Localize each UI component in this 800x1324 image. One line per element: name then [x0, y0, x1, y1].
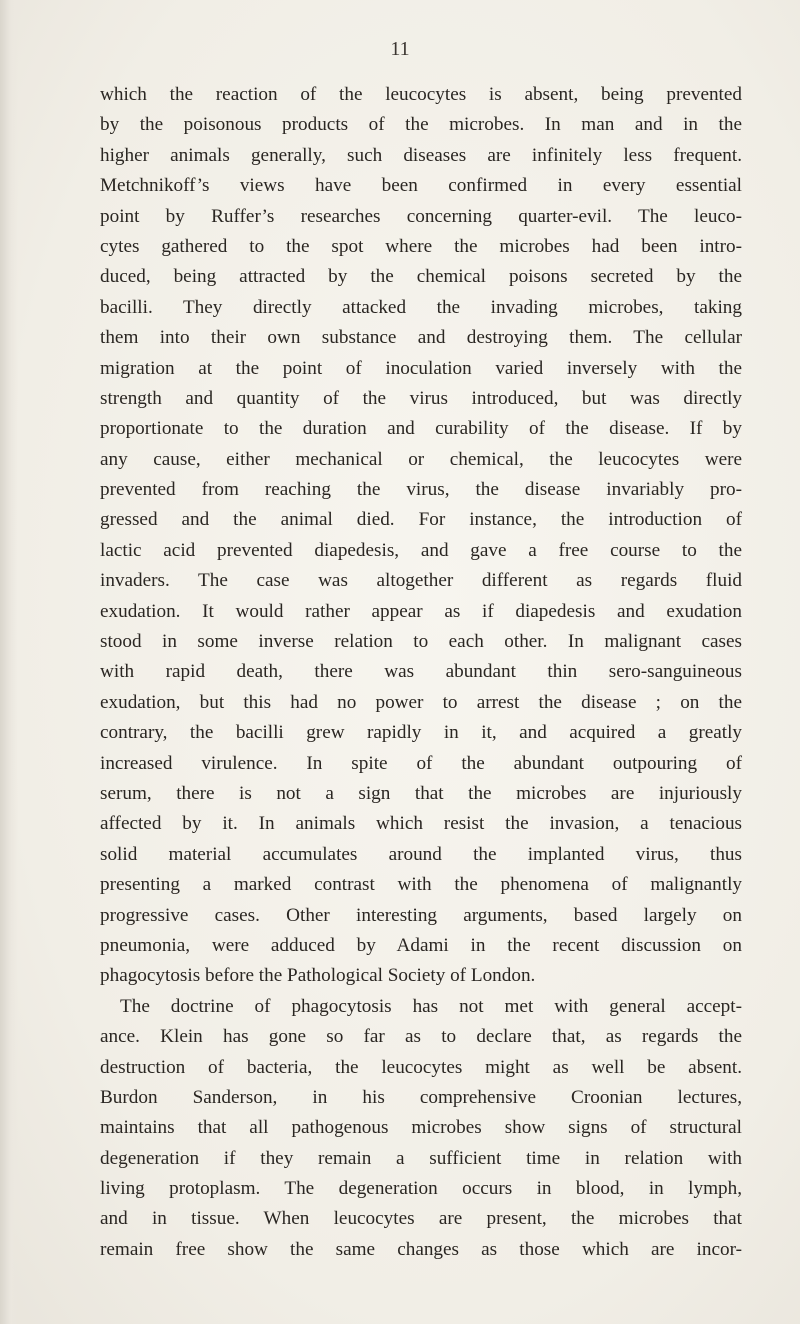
text-line: degeneration if they remain a sufficient time in relation with [100, 1147, 742, 1169]
paragraph [100, 992, 742, 1266]
text-line: serum, there is not a sign that the microbes are injuriously [100, 782, 742, 804]
text-line: solid material accumulates around the implanted virus, thus [100, 843, 742, 865]
text-line: duced, being attracted by the chemical poisons secreted by the [100, 266, 742, 288]
text-line: affected by it. In animals which resist the invasion, a tenacious [100, 813, 742, 835]
text-line: them into their own substance and destroying them. The cellular [100, 327, 742, 349]
text-line: any cause, either mechanical or chemical, the leucocytes were [100, 448, 742, 470]
text-line: by the poisonous products of the microbes. In man and in the [100, 114, 742, 136]
text-line: exudation, but this had no power to arrest the disease ; on the [100, 691, 742, 713]
text-line: lactic acid prevented diapedesis, and gave a free course to the [100, 539, 742, 561]
text-line: cytes gathered to the spot where the microbes had been intro- [100, 235, 742, 257]
text-line: phagocytosis before the Pathological Society of London. [100, 965, 536, 987]
page-number: 11 [390, 38, 410, 60]
text-line: maintains that all pathogenous microbes show signs of structural [100, 1117, 742, 1139]
text-line: exudation. It would rather appear as if diapedesis and exudation [100, 600, 742, 622]
paragraph [100, 80, 742, 992]
text-line: which the reaction of the leucocytes is absent, being prevented [100, 84, 742, 105]
text-line: increased virulence. In spite of the abundant outpouring of [100, 752, 742, 774]
text-line: gressed and the animal died. For instance, the introduction of [100, 509, 742, 531]
text-line: progressive cases. Other interesting arguments, based largely on [100, 904, 742, 926]
text-line: prevented from reaching the virus, the disease invariably pro- [100, 479, 742, 501]
text-line: ance. Klein has gone so far as to declare that, as regards the [100, 1026, 742, 1048]
text-line: strength and quantity of the virus introduced, but was directly [100, 387, 742, 409]
text-line: contrary, the bacilli grew rapidly in it, and acquired a greatly [100, 722, 742, 744]
text-line: bacilli. They directly attacked the invading microbes, taking [100, 296, 742, 318]
text-line: Burdon Sanderson, in his comprehensive Croonian lectures, [100, 1086, 742, 1108]
text-line: with rapid death, there was abundant thin sero-sanguineous [100, 661, 742, 683]
text-line: migration at the point of inoculation varied inversely with the [100, 357, 742, 379]
body-text [100, 80, 742, 1265]
text-line: higher animals generally, such diseases are infinitely less frequent. [100, 144, 742, 166]
text-line: The doctrine of phagocytosis has not met with general accept- [120, 995, 742, 1017]
text-line: point by Ruffer’s researches concerning quarter-evil. The leuco- [100, 205, 742, 227]
text-line: proportionate to the duration and curability of the disease. If by [100, 418, 742, 440]
text-line: presenting a marked contrast with the phenomena of malignantly [100, 874, 742, 896]
text-line: and in tissue. When leucocytes are present, the microbes that [100, 1208, 742, 1230]
text-line: invaders. The case was altogether different as regards fluid [100, 570, 742, 592]
text-line: destruction of bacteria, the leucocytes might as well be absent. [100, 1056, 742, 1078]
text-line: pneumonia, were adduced by Adami in the recent discussion on [100, 934, 742, 956]
text-line: Metchnikoff’s views have been confirmed in every essential [100, 175, 742, 197]
text-line: remain free show the same changes as those which are incor- [100, 1238, 742, 1260]
text-line: living protoplasm. The degeneration occurs in blood, in lymph, [100, 1178, 742, 1200]
page-edge-shadow [0, 0, 18, 1324]
text-line: stood in some inverse relation to each other. In malignant cases [100, 631, 742, 653]
